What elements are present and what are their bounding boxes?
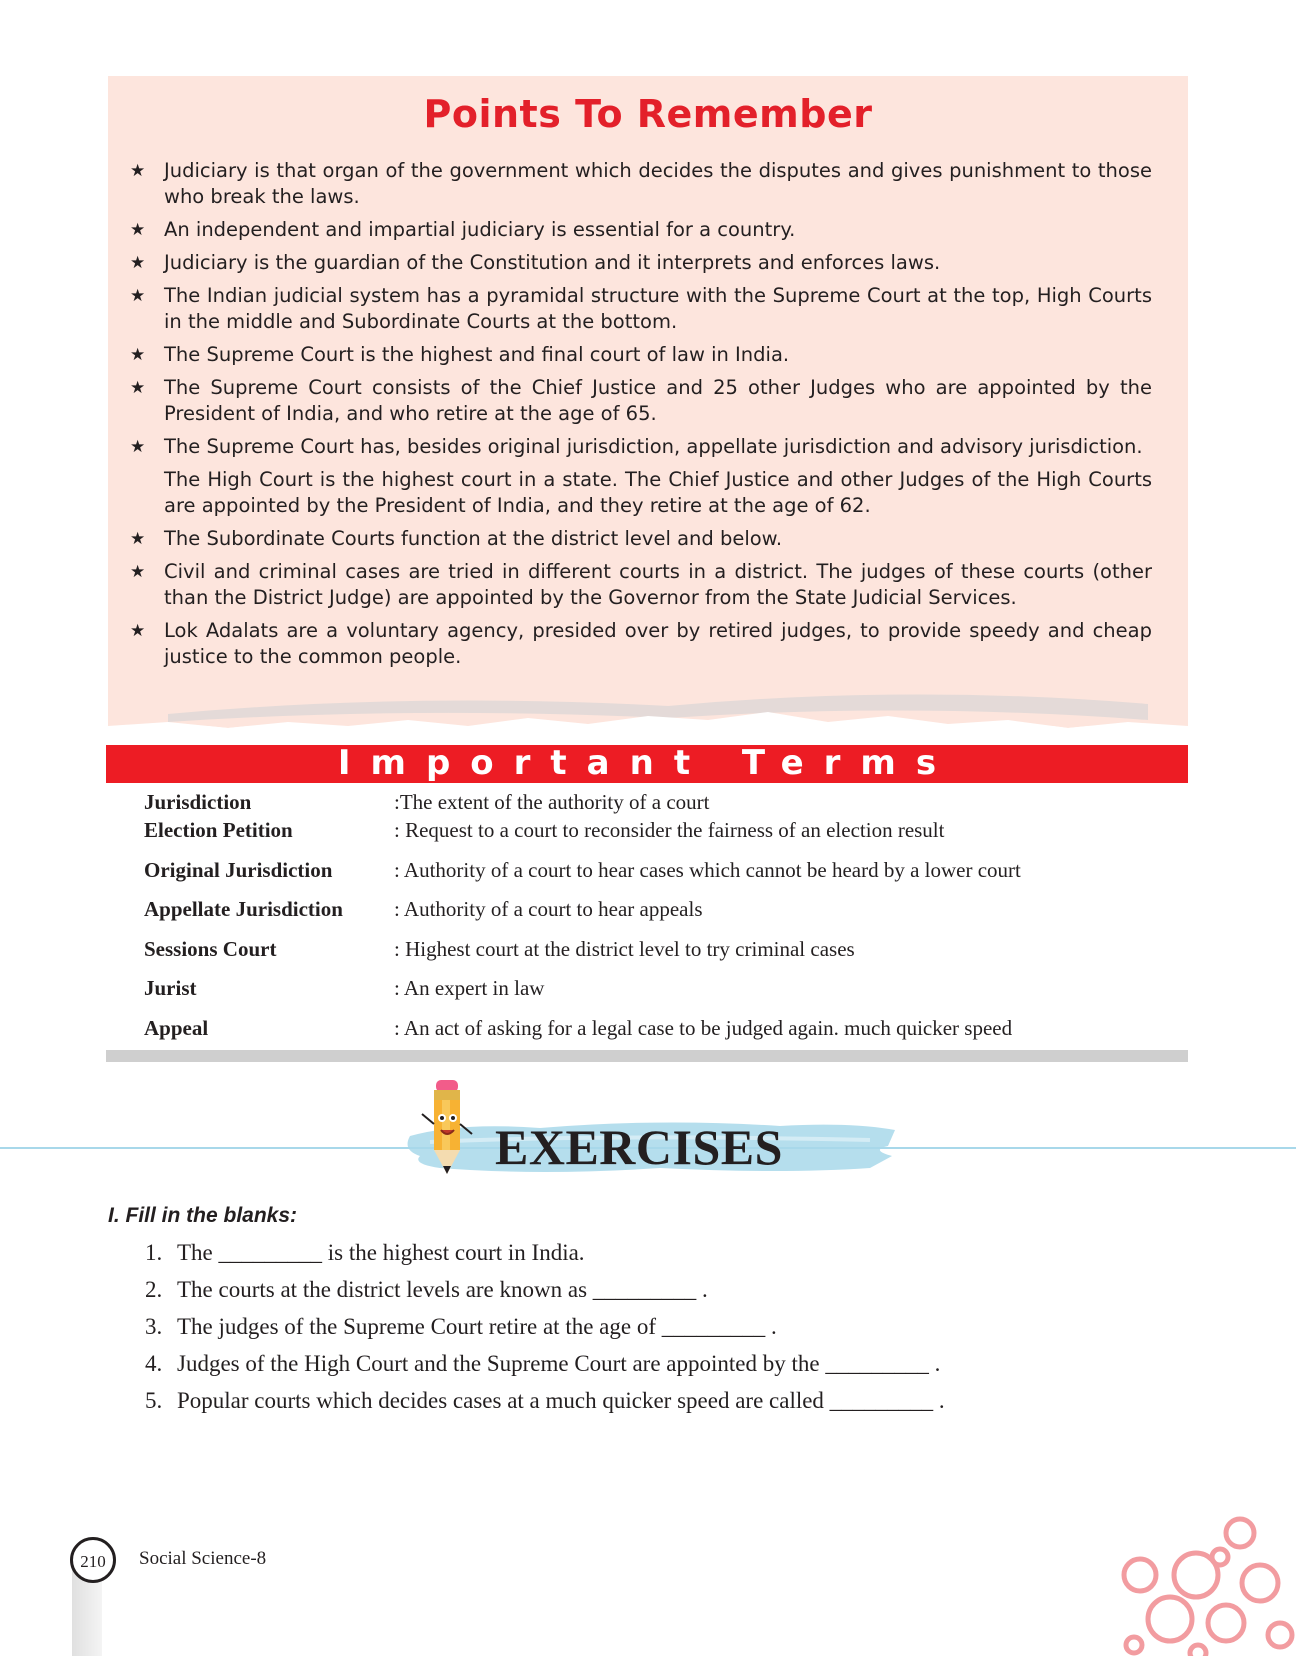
list-item [145, 1382, 945, 1419]
list-item: ★ Judiciary is the guardian of the Constitution and it interprets and enforces laws. [130, 251, 941, 274]
list-item: ★ An independent and impartial judiciary is essential for a country. [130, 218, 796, 241]
important-terms-title: Important Terms [337, 743, 957, 783]
star-bullet-icon: ★ [130, 621, 146, 641]
points-list [128, 158, 1152, 677]
star-bullet-icon: ★ [130, 253, 146, 273]
question-number: 1. [145, 1240, 163, 1265]
list-item [145, 1308, 945, 1345]
list-item: ★ Lok Adalats are a voluntary agency, presided over by retired judges, to provide speedy and cheap justice to the common people. [130, 619, 1152, 668]
list-item: ★ Civil and criminal cases are tried in different courts in a district. The judges of these courts (other than the District Judge) are appointed by the Governor from the State Judicial Services. [130, 560, 1152, 609]
term-name: Appeal [144, 1016, 209, 1040]
list-item [145, 1271, 945, 1308]
list-item: ★ The Subordinate Courts function at the district level and below. [130, 527, 783, 550]
list-item [145, 1234, 945, 1271]
list-item: ★ Judiciary is that organ of the government which decides the disputes and gives punishment to those who break the laws. [130, 159, 1152, 208]
fill-in-blanks-heading: I. Fill in the blanks: [108, 1204, 298, 1227]
question-text: The _________ is the highest court in India. [177, 1240, 585, 1265]
points-to-remember-title: Points To Remember [423, 92, 873, 136]
exercises-title: EXERCISES [495, 1119, 783, 1175]
term-definition: : An act of asking for a legal case to be judged again. much quicker speed [394, 1016, 1013, 1040]
star-bullet-icon: ★ [130, 220, 146, 240]
list-item: ★ The Indian judicial system has a pyramidal structure with the Supreme Court at the top, High Courts in the middle and Subordinate Courts at the bottom. [130, 284, 1152, 333]
torn-paper-edge [108, 676, 1188, 736]
term-definition: : Authority of a court to hear cases which cannot be heard by a lower court [394, 858, 1021, 882]
list-item [145, 1345, 945, 1382]
list-item: ★ The Supreme Court has, besides original jurisdiction, appellate jurisdiction and advisory jurisdiction. [130, 435, 1143, 458]
list-item: ★ The Supreme Court consists of the Chief Justice and 25 other Judges who are appointed by the President of India, and who retire at the age of 65. [130, 376, 1152, 425]
term-definition: : An expert in law [394, 976, 545, 1000]
star-bullet-icon: ★ [130, 562, 146, 582]
term-name: Appellate Jurisdiction [144, 897, 343, 921]
list-item: ★ The Supreme Court is the highest and final court of law in India. [130, 343, 790, 366]
star-bullet-icon: ★ [130, 161, 146, 181]
star-bullet-icon: ★ [130, 437, 146, 457]
list-item: The High Court is the highest court in a state. The Chief Justice and other Judges of the High Courts are appointed by the President of India, and they retire at the age of 62. [164, 468, 1152, 517]
term-name: Jurisdiction [144, 790, 252, 814]
decorative-circles-icon [1120, 1515, 1296, 1656]
page-side-strip [72, 1570, 102, 1656]
term-definition: : Authority of a court to hear appeals [394, 897, 703, 921]
term-name: Jurist [144, 976, 197, 1000]
term-definition: : Request to a court to reconsider the fairness of an election result [394, 818, 945, 842]
fill-in-blanks-list [145, 1234, 945, 1419]
star-bullet-icon: ★ [130, 378, 146, 398]
page-number: 210 [70, 1537, 116, 1583]
question-text: The judges of the Supreme Court retire at the age of _________ . [177, 1314, 777, 1339]
book-title: Social Science-8 [139, 1548, 267, 1569]
term-name: Original Jurisdiction [144, 858, 333, 882]
question-number: 5. [145, 1388, 163, 1413]
question-text: Judges of the High Court and the Supreme Court are appointed by the _________ . [177, 1351, 941, 1376]
question-number: 3. [145, 1314, 163, 1339]
question-text: Popular courts which decides cases at a much quicker speed are called _________ . [177, 1388, 945, 1413]
star-bullet-icon: ★ [130, 286, 146, 306]
question-number: 2. [145, 1277, 163, 1302]
star-bullet-icon: ★ [130, 345, 146, 365]
term-definition: : Highest court at the district level to try criminal cases [394, 937, 855, 961]
question-text: The courts at the district levels are known as _________ . [177, 1277, 708, 1302]
term-name: Election Petition [144, 818, 293, 842]
star-bullet-icon: ★ [130, 529, 146, 549]
question-number: 4. [145, 1351, 163, 1376]
pencil-mascot-icon [418, 1074, 478, 1184]
terms-bottom-rule [106, 1050, 1188, 1062]
term-name: Sessions Court [144, 937, 277, 961]
term-definition: :The extent of the authority of a court [394, 790, 710, 814]
